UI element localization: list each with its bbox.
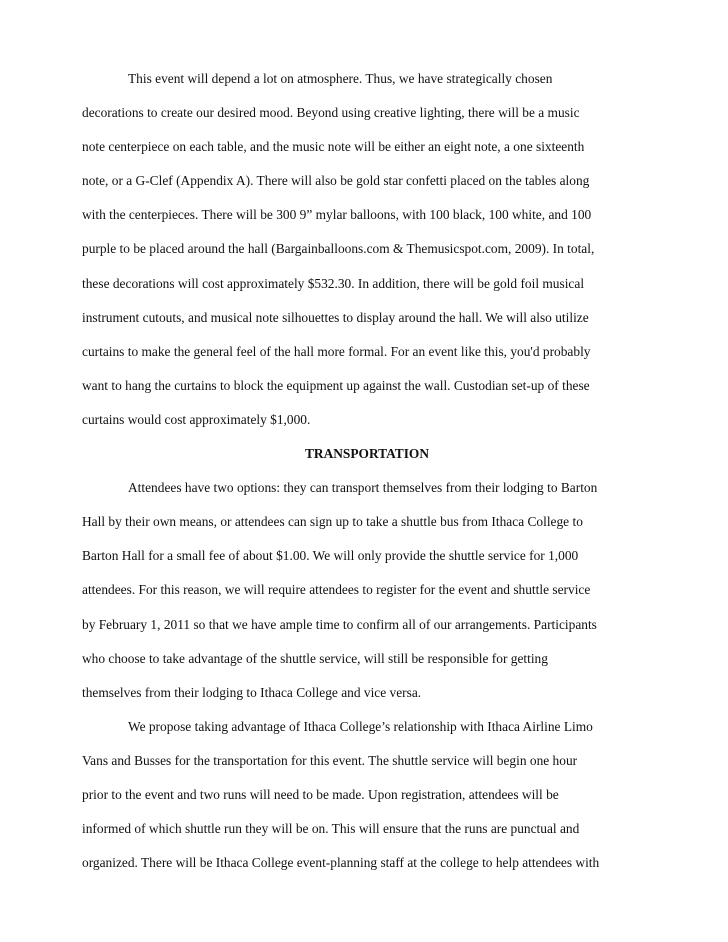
paragraph-decorations	[82, 62, 652, 437]
paragraph-line: Attendees have two options: they can transport themselves from their lodging to Barton	[128, 480, 598, 496]
paragraph-line: curtains to make the general feel of the hall more formal. For an event like this, you'd probably	[82, 343, 591, 359]
paragraph-line: Vans and Busses for the transportation for this event. The shuttle service will begin one hour	[82, 752, 578, 768]
paragraph-line: note centerpiece on each table, and the music note will be either an eight note, a one sixteenth	[82, 139, 585, 155]
paragraph-line: Hall by their own means, or attendees can sign up to take a shuttle bus from Ithaca College to	[82, 514, 583, 530]
paragraph-line: these decorations will cost approximately $532.30. In addition, there will be gold foil musical	[82, 275, 585, 291]
paragraph-line: purple to be placed around the hall (Bargainballoons.com & Themusicspot.com, 2009). In total,	[82, 241, 595, 257]
paragraph-line: We propose taking advantage of Ithaca College’s relationship with Ithaca Airline Limo	[128, 718, 593, 734]
paragraph-line: who choose to take advantage of the shuttle service, will still be responsible for getting	[82, 650, 548, 666]
paragraph-line: Barton Hall for a small fee of about $1.00. We will only provide the shuttle service for 1,000	[82, 548, 579, 564]
paragraph-line: This event will depend a lot on atmosphere. Thus, we have strategically chosen	[128, 71, 553, 86]
paragraph-line: note, or a G-Clef (Appendix A). There will also be gold star confetti placed on the tables along	[82, 173, 590, 189]
paragraph-line: curtains would cost approximately $1,000.	[82, 411, 311, 427]
paragraph-line: attendees. For this reason, we will require attendees to register for the event and shuttle service	[82, 582, 591, 598]
paragraph-line: with the centerpieces. There will be 300 9” mylar balloons, with 100 black, 100 white, and 100	[82, 207, 592, 223]
section-heading: TRANSPORTATION	[304, 446, 430, 462]
document-page	[82, 62, 652, 880]
paragraph-line: want to hang the curtains to block the equipment up against the wall. Custodian set-up of these	[82, 377, 590, 393]
paragraph-line: by February 1, 2011 so that we have ample time to confirm all of our arrangements. Participants	[82, 616, 597, 632]
paragraph-line: informed of which shuttle run they will be on. This will ensure that the runs are punctual and	[82, 821, 580, 837]
paragraph-line: prior to the event and two runs will need to be made. Upon registration, attendees will be	[82, 786, 559, 802]
paragraph-line: themselves from their lodging to Ithaca College and vice versa.	[82, 684, 422, 700]
paragraph-line: instrument cutouts, and musical note silhouettes to display around the hall. We will also utilize	[82, 309, 589, 325]
paragraph-line: organized. There will be Ithaca College event-planning staff at the college to help attendees with	[82, 855, 600, 871]
paragraph-shuttle-proposal	[82, 710, 652, 880]
paragraph-line: decorations to create our desired mood. Beyond using creative lighting, there will be a music	[82, 105, 580, 121]
paragraph-transport-options	[82, 471, 652, 710]
